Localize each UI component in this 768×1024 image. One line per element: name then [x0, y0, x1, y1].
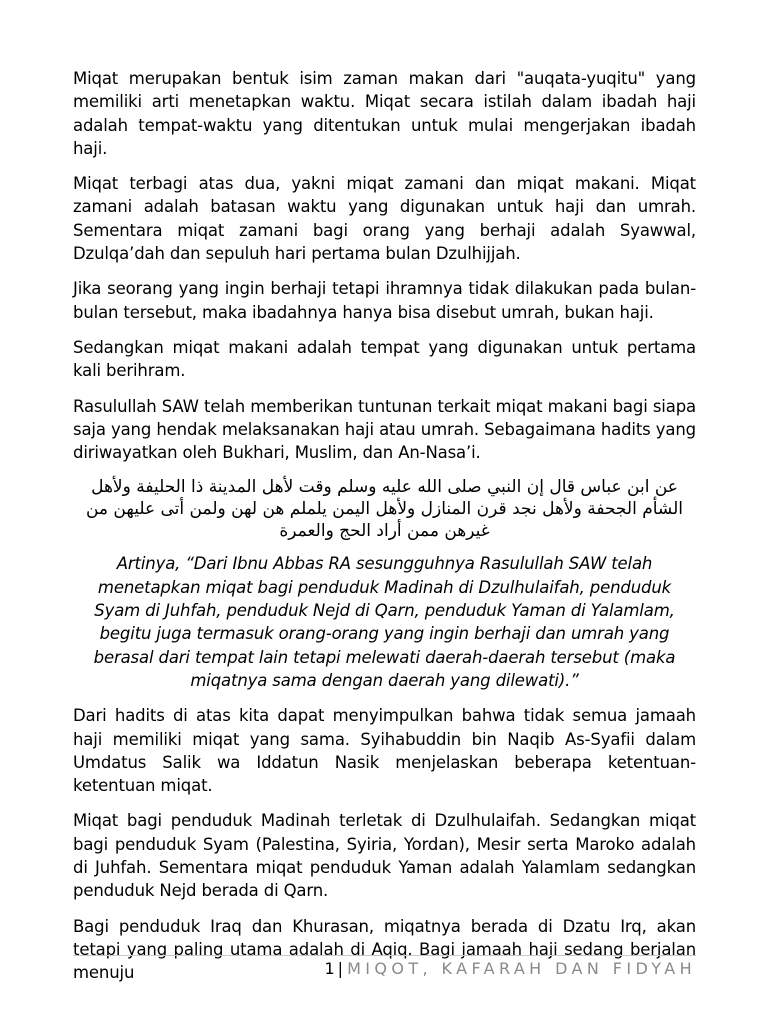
footer-title: MIQOT, KAFARAH DAN FIDYAH: [347, 959, 696, 978]
paragraph-miqat-locations: Miqat bagi penduduk Madinah terletak di Dzulhulaifah. Sedangkan miqat bagi penduduk Syam (Palestina, Syiria, Yordan), Mesir serta Maroko adalah di Juhfah. Sementara miqat penduduk Yaman adalah Yalamlam sedangkan penduduk Nejd berada di Qarn.: [73, 811, 696, 901]
paragraph-miqat-makani: Sedangkan miqat makani adalah tempat yang digunakan untuk pertama kali berihram.: [73, 337, 696, 381]
arabic-hadith-text: عن ابن عباس قال إن النبي صلى الله عليه وسلم وقت لأهل المدينة ذا الحليفة ولأهل الشأم الجحفة ولأهل نجد قرن المنازل ولأهل اليمن يلملم هن لهن ولمن أتى عليهن من غيرهن ممن أراد الحج والعمرة: [85, 477, 683, 542]
footer-divider: [73, 955, 696, 956]
paragraph-conclusion: Dari hadits di atas kita dapat menyimpulkan bahwa tidak semua jamaah haji memiliki miqat yang sama. Syihabuddin bin Naqib As-Syafii dalam Umdatus Salik wa Iddatun Nasik menjelaskan beberapa ketentuan-ketentuan miqat.: [73, 706, 696, 796]
paragraph-hadith-intro: Rasulullah SAW telah memberikan tuntunan terkait miqat makani bagi siapa saja yang hendak melaksanakan haji atau umrah. Sebagaimana hadits yang diriwayatkan oleh Bukhari, Muslim, dan An-Nasa’i.: [73, 396, 696, 463]
paragraph-miqat-types: Miqat terbagi atas dua, yakni miqat zamani dan miqat makani. Miqat zamani adalah batasan waktu yang digunakan untuk haji dan umrah. Sementara miqat zamani bagi orang yang berhaji adalah Syawwal, Dzulqa’dah dan sepuluh hari pertama bulan Dzulhijjah.: [73, 174, 696, 264]
paragraph-miqat-definition: Miqat merupakan bentuk isim zaman makan dari "auqata-yuqitu" yang memiliki arti menetapkan waktu. Miqat secara istilah dalam ibadah haji adalah tempat-waktu yang ditentukan untuk mulai mengerjakan ibadah haji.: [73, 69, 696, 158]
page-body: [73, 67, 696, 997]
page-footer: [324, 959, 696, 978]
page-number: 1: [324, 959, 335, 978]
paragraph-ihram-timing: Jika seorang yang ingin berhaji tetapi ihramnya tidak dilakukan pada bulan-bulan tersebut, maka ibadahnya hanya bisa disebut umrah, bukan haji.: [73, 279, 696, 322]
footer-separator: |: [337, 959, 344, 978]
paragraph-iraq-khurasan: Bagi penduduk Iraq dan Khurasan, miqatnya berada di Dzatu Irq, akan tetapi yang paling utama adalah di Aqiq. Bagi jamaah haji sedang berjalan menuju: [73, 916, 696, 983]
hadith-translation: Artinya, “Dari Ibnu Abbas RA sesungguhnya Rasulullah SAW telah menetapkan miqat bagi penduduk Madinah di Dzulhulaifah, penduduk Syam di Juhfah, penduduk Nejd di Qarn, penduduk Yaman di Yalamlam, begitu juga termasuk orang-orang yang ingin berhaji dan umrah yang berasal dari tempat lain tetapi melewati daerah-daerah tersebut (maka miqatnya sama dengan daerah yang dilewati).”: [93, 554, 676, 690]
